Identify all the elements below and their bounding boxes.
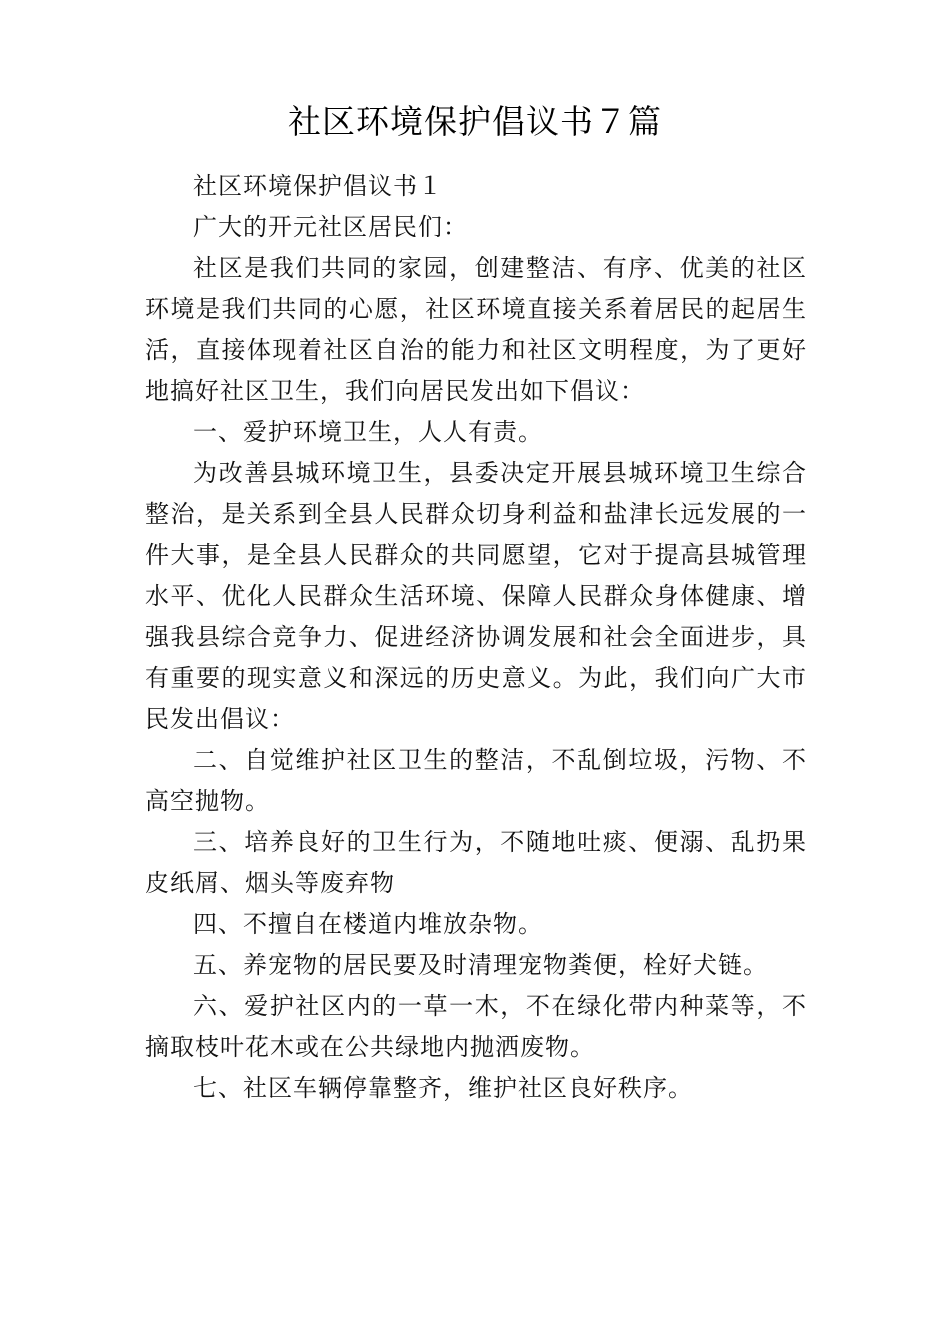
point-3: 三、培养良好的卫生行为，不随地吐痰、便溺、乱扔果皮纸屑、烟头等废弃物 [145,828,807,897]
context-paragraph: 为改善县城环境卫生，县委决定开展县城环境卫生综合整治，是关系到全县人民群众切身利益和盐津长远发展的一件大事，是全县人民群众的共同愿望，它对于提高县城管理水平、优化人民群众生活环境、保障人民群众身体健康、增强我县综合竞争力、促进经济协调发展和社会全面进步，具有重要的现实意义和深远的历史意义。为此，我们向广大市民发出倡议： [145,459,807,733]
intro-paragraph: 社区是我们共同的家园，创建整洁、有序、优美的社区环境是我们共同的心愿，社区环境直接关系着居民的起居生活，直接体现着社区自治的能力和社区文明程度，为了更好地搞好社区卫生，我们向居民发出如下倡议： [145,254,807,405]
salutation: 广大的开元社区居民们： [193,213,468,241]
point-1: 一、爱护环境卫生，人人有责。 [193,418,543,446]
point-7: 七、社区车辆停靠整齐，维护社区良好秩序。 [193,1074,693,1102]
point-5: 五、养宠物的居民要及时清理宠物粪便，栓好犬链。 [193,951,768,979]
point-6: 六、爱护社区内的一草一木，不在绿化带内种菜等，不摘取枝叶花木或在公共绿地内抛洒废物。 [145,992,807,1061]
subtitle: 社区环境保护倡议书１ [193,172,443,200]
point-2: 二、自觉维护社区卫生的整洁，不乱倒垃圾，污物、不高空抛物。 [145,746,807,815]
point-4: 四、不擅自在楼道内堆放杂物。 [193,910,543,938]
document-title: 社区环境保护倡议书７篇 [288,102,662,141]
document-body [145,166,807,1109]
